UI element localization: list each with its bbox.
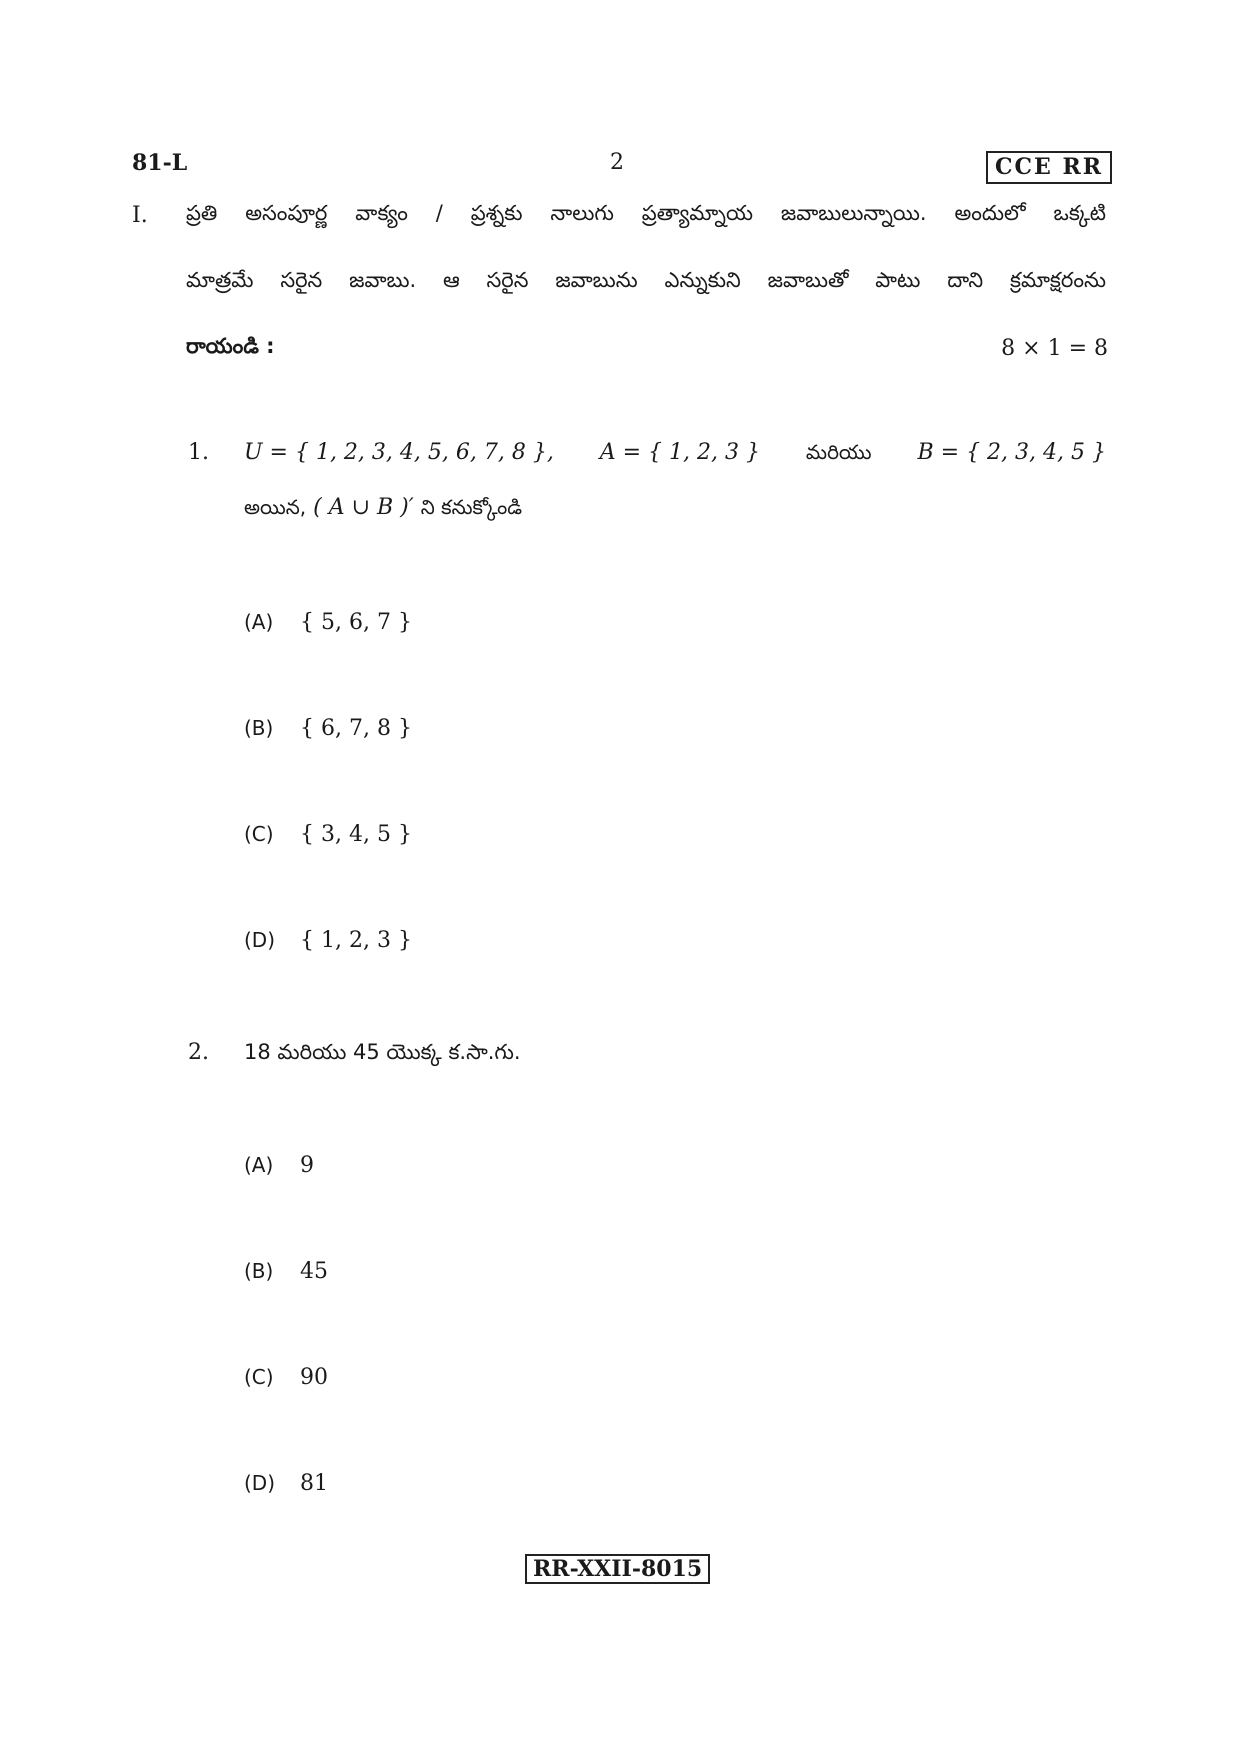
question-text-line-2 <box>244 495 522 524</box>
option-text: 81 <box>300 1471 328 1496</box>
option-letter: (B) <box>244 1259 274 1283</box>
option-letter: (C) <box>244 1365 274 1389</box>
option-letter: (D) <box>244 1471 276 1495</box>
marks-allocation: 8 × 1 = 8 <box>1001 336 1108 361</box>
question-text-line-1 <box>244 440 1106 469</box>
series-box: CCE RR <box>986 151 1112 184</box>
option-text: 9 <box>300 1153 314 1178</box>
instruction-line-1: ప్రతి అసంపూర్ణ వాక్యం / ప్రశ్నకు నాలుగు ప్రత్యామ్నాయ జవాబులున్నాయి. అందులో ఒక్కటి <box>186 201 1106 225</box>
instruction-line-3: రాయండి : <box>186 334 275 358</box>
option-text: { 5, 6, 7 } <box>300 610 412 635</box>
set-b: B = { 2, 3, 4, 5 } <box>917 440 1106 465</box>
option-letter: (A) <box>244 1153 274 1177</box>
option-letter: (C) <box>244 822 274 846</box>
line2-prefix: అయిన, <box>244 495 307 519</box>
question-number: 2. <box>188 1040 209 1065</box>
page-number: 2 <box>610 150 624 175</box>
option-text: { 1, 2, 3 } <box>300 928 412 953</box>
line2-suffix: ని కనుక్కోండి <box>420 495 523 519</box>
option <box>244 928 412 953</box>
option-text: { 6, 7, 8 } <box>300 716 412 741</box>
option-letter: (D) <box>244 928 276 952</box>
question-text: 18 మరియు 45 యొక్క క.సా.గు. <box>244 1040 521 1064</box>
option <box>244 610 412 635</box>
option-letter: (A) <box>244 610 274 634</box>
set-u: U = { 1, 2, 3, 4, 5, 6, 7, 8 }, <box>244 440 554 465</box>
option-text: 45 <box>300 1259 328 1284</box>
option-text: { 3, 4, 5 } <box>300 822 412 847</box>
set-a: A = { 1, 2, 3 } <box>599 440 760 465</box>
option <box>244 822 412 847</box>
option <box>244 1471 328 1496</box>
complement-expression: ( A ∪ B )′ <box>313 495 414 520</box>
option <box>244 1365 328 1390</box>
option <box>244 716 412 741</box>
connector-word: మరియు <box>805 440 872 464</box>
footer-code-box: RR-XXII-8015 <box>525 1554 710 1584</box>
section-number: I. <box>132 203 148 228</box>
option-letter: (B) <box>244 716 274 740</box>
paper-code: 81-L <box>132 150 188 176</box>
instruction-line-2: మాత్రమే సరైన జవాబు. ఆ సరైన జవాబును ఎన్నుకుని జవాబుతో పాటు దాని క్రమాక్షరంను <box>186 268 1106 292</box>
option-text: 90 <box>300 1365 328 1390</box>
option <box>244 1259 328 1284</box>
question-number: 1. <box>188 440 209 465</box>
option <box>244 1153 314 1178</box>
